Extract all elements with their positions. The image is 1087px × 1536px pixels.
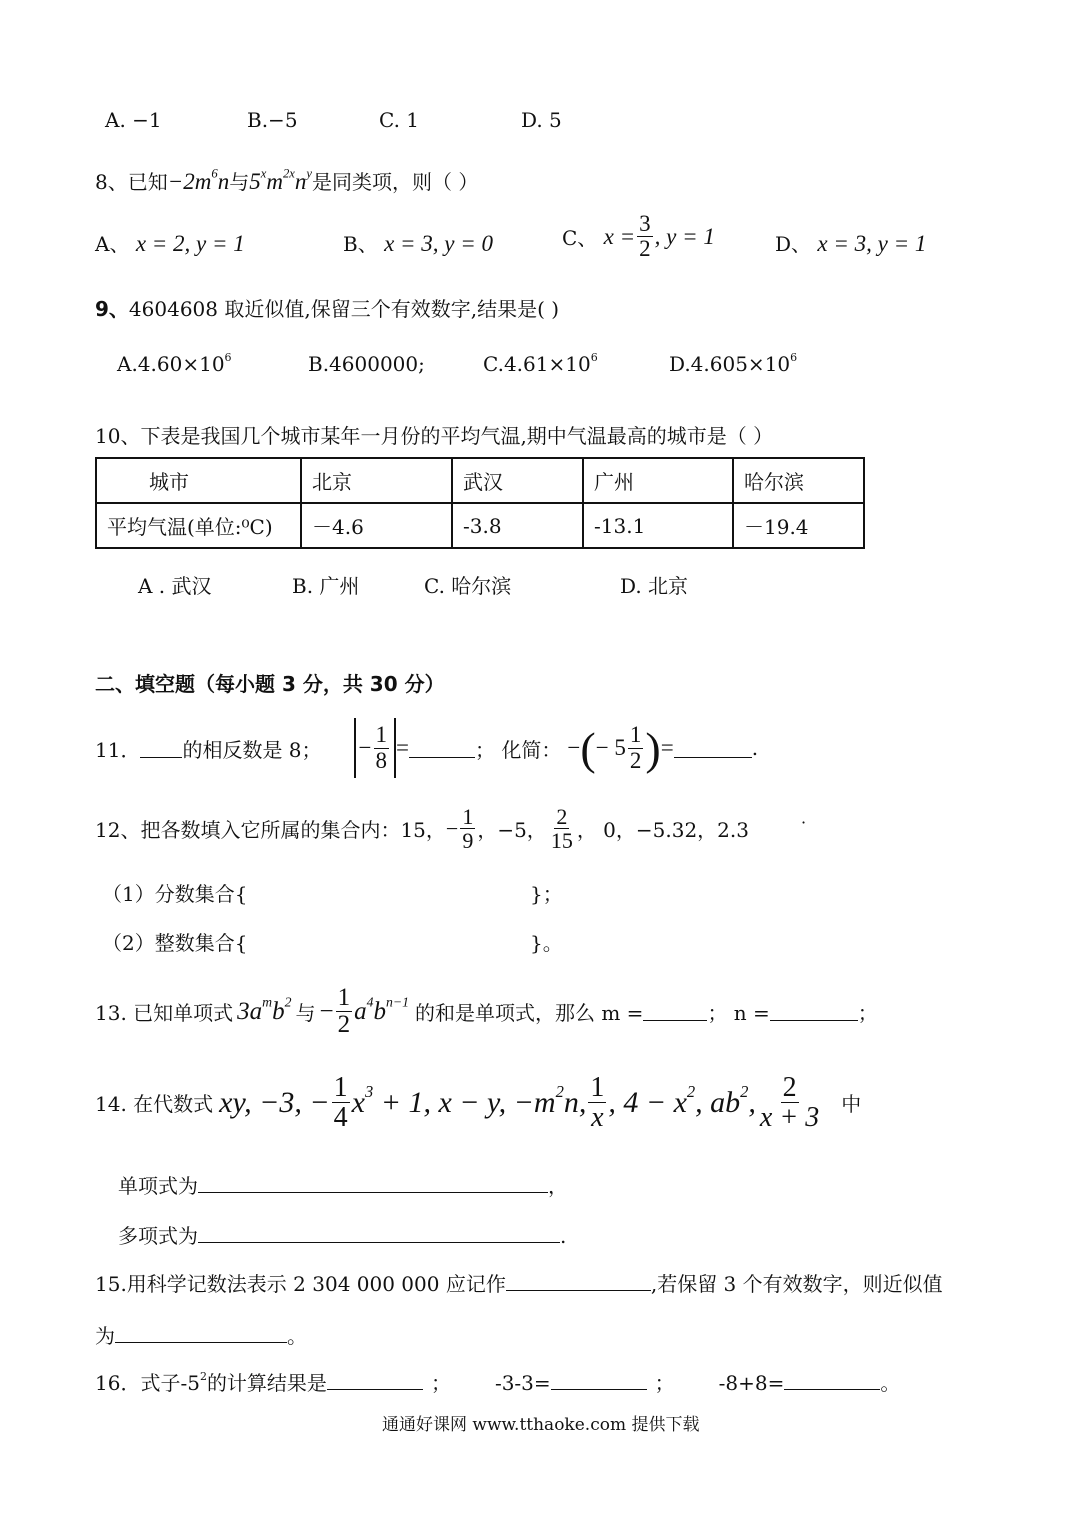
- table-cell: -3.8: [452, 503, 583, 548]
- section-title: 二、填空题（每小题 3 分，共 30 分）: [95, 672, 445, 696]
- q8-option-a: A、 x = 2, y = 1: [95, 231, 245, 256]
- q8-option-c: C、 x = $\frac{3}{2}$ , y = 1: [562, 211, 715, 262]
- table-header-row: [96, 458, 864, 503]
- q10-option-a: A . 武汉: [138, 574, 212, 598]
- question-13: 13. 已知单项式 $3a^mb^2$ 与 − $\frac{1}{2}$ $a^4b^{n-1}$ 的和是单项式，那么 m = ； n = ；: [95, 984, 878, 1039]
- table-cell: －4.6: [301, 503, 452, 548]
- repeating-dot: ·: [801, 813, 807, 832]
- table-cell: -13.1: [583, 503, 733, 548]
- table-cell: 哈尔滨: [733, 458, 864, 503]
- question-15: 15.用科学记数法表示 2 304 000 000 应记作 ,若保留 3 个有效数字，则近似值: [95, 1272, 943, 1296]
- q10-option-d: D. 北京: [620, 574, 689, 598]
- table-cell: 平均气温(单位:⁰C): [96, 503, 301, 548]
- q7-option-d: D. 5: [521, 108, 562, 132]
- q12-fraction-set-end: }；: [530, 882, 563, 906]
- question-9: 9、4604608 取近似值,保留三个有效数字,结果是( ): [95, 297, 560, 321]
- table-cell: 武汉: [452, 458, 583, 503]
- temperature-table: [95, 457, 865, 549]
- q12-fraction-set: （1）分数集合{: [102, 882, 248, 906]
- footer-text: 通通好课网 www.tthaoke.com 提供下载: [382, 1415, 700, 1435]
- q9-option-c: $C.4.61\times 10^6$: [483, 351, 598, 376]
- q10-option-b: B. 广州: [292, 574, 360, 598]
- table-cell: 广州: [583, 458, 733, 503]
- table-cell: 城市: [96, 458, 301, 503]
- table-cell: 北京: [301, 458, 452, 503]
- question-15-cont: 为 。: [95, 1324, 307, 1348]
- q10-option-c: C. 哈尔滨: [424, 574, 512, 598]
- q14-polynomials: 多项式为 .: [118, 1224, 567, 1248]
- q14-monomials: 单项式为 ，: [118, 1174, 568, 1198]
- question-8: 8、已知$-2m^6n$与$5^xm^{2x}n^y$是同类项，则（ ）: [95, 166, 479, 194]
- q8-option-b: B、 x = 3, y = 0: [343, 231, 494, 256]
- q9-option-d: $D.4.605\times 10^6$: [669, 351, 798, 376]
- q9-option-b: B.4600000;: [308, 352, 425, 376]
- q9-option-a: $A.4.60\times 10^6$: [117, 351, 232, 376]
- question-14: 14. 在代数式 xy, −3, − $\frac{1}{4}$ $x^3 + 1$, x − y, $-m^2n$, $\frac{1}{x}$ , $4 - x^2$, $ab^2$, $\frac{2}{x + 3}$ 中: [95, 1072, 862, 1134]
- q12-integer-set-end: }。: [530, 931, 563, 955]
- q8-option-d: D、 x = 3, y = 1: [775, 231, 927, 256]
- q7-option-c: C. 1: [379, 108, 420, 132]
- question-12: 12、把各数填入它所属的集合内：15， − $\frac{1}{9}$ ，−5， $\frac{2}{15}$ ， 0，−5.32，2.3: [95, 804, 749, 854]
- q7-option-a: A. −1: [105, 108, 162, 132]
- question-10: 10、下表是我国几个城市某年一月份的平均气温,期中气温最高的城市是（ ）: [95, 424, 774, 448]
- q7-option-b: B.−5: [247, 108, 298, 132]
- q12-integer-set: （2）整数集合{: [102, 931, 248, 955]
- table-row: [96, 503, 864, 548]
- question-11: 11． 的相反数是 8； − $\frac{1}{8}$ = ； 化简： − ( − 5 $\frac{1}{2}$ ) = .: [95, 718, 758, 778]
- question-16: 16．式子$-5^2$的计算结果是 ； -3-3= ； -8+8= 。: [95, 1370, 901, 1395]
- table-cell: －19.4: [733, 503, 864, 548]
